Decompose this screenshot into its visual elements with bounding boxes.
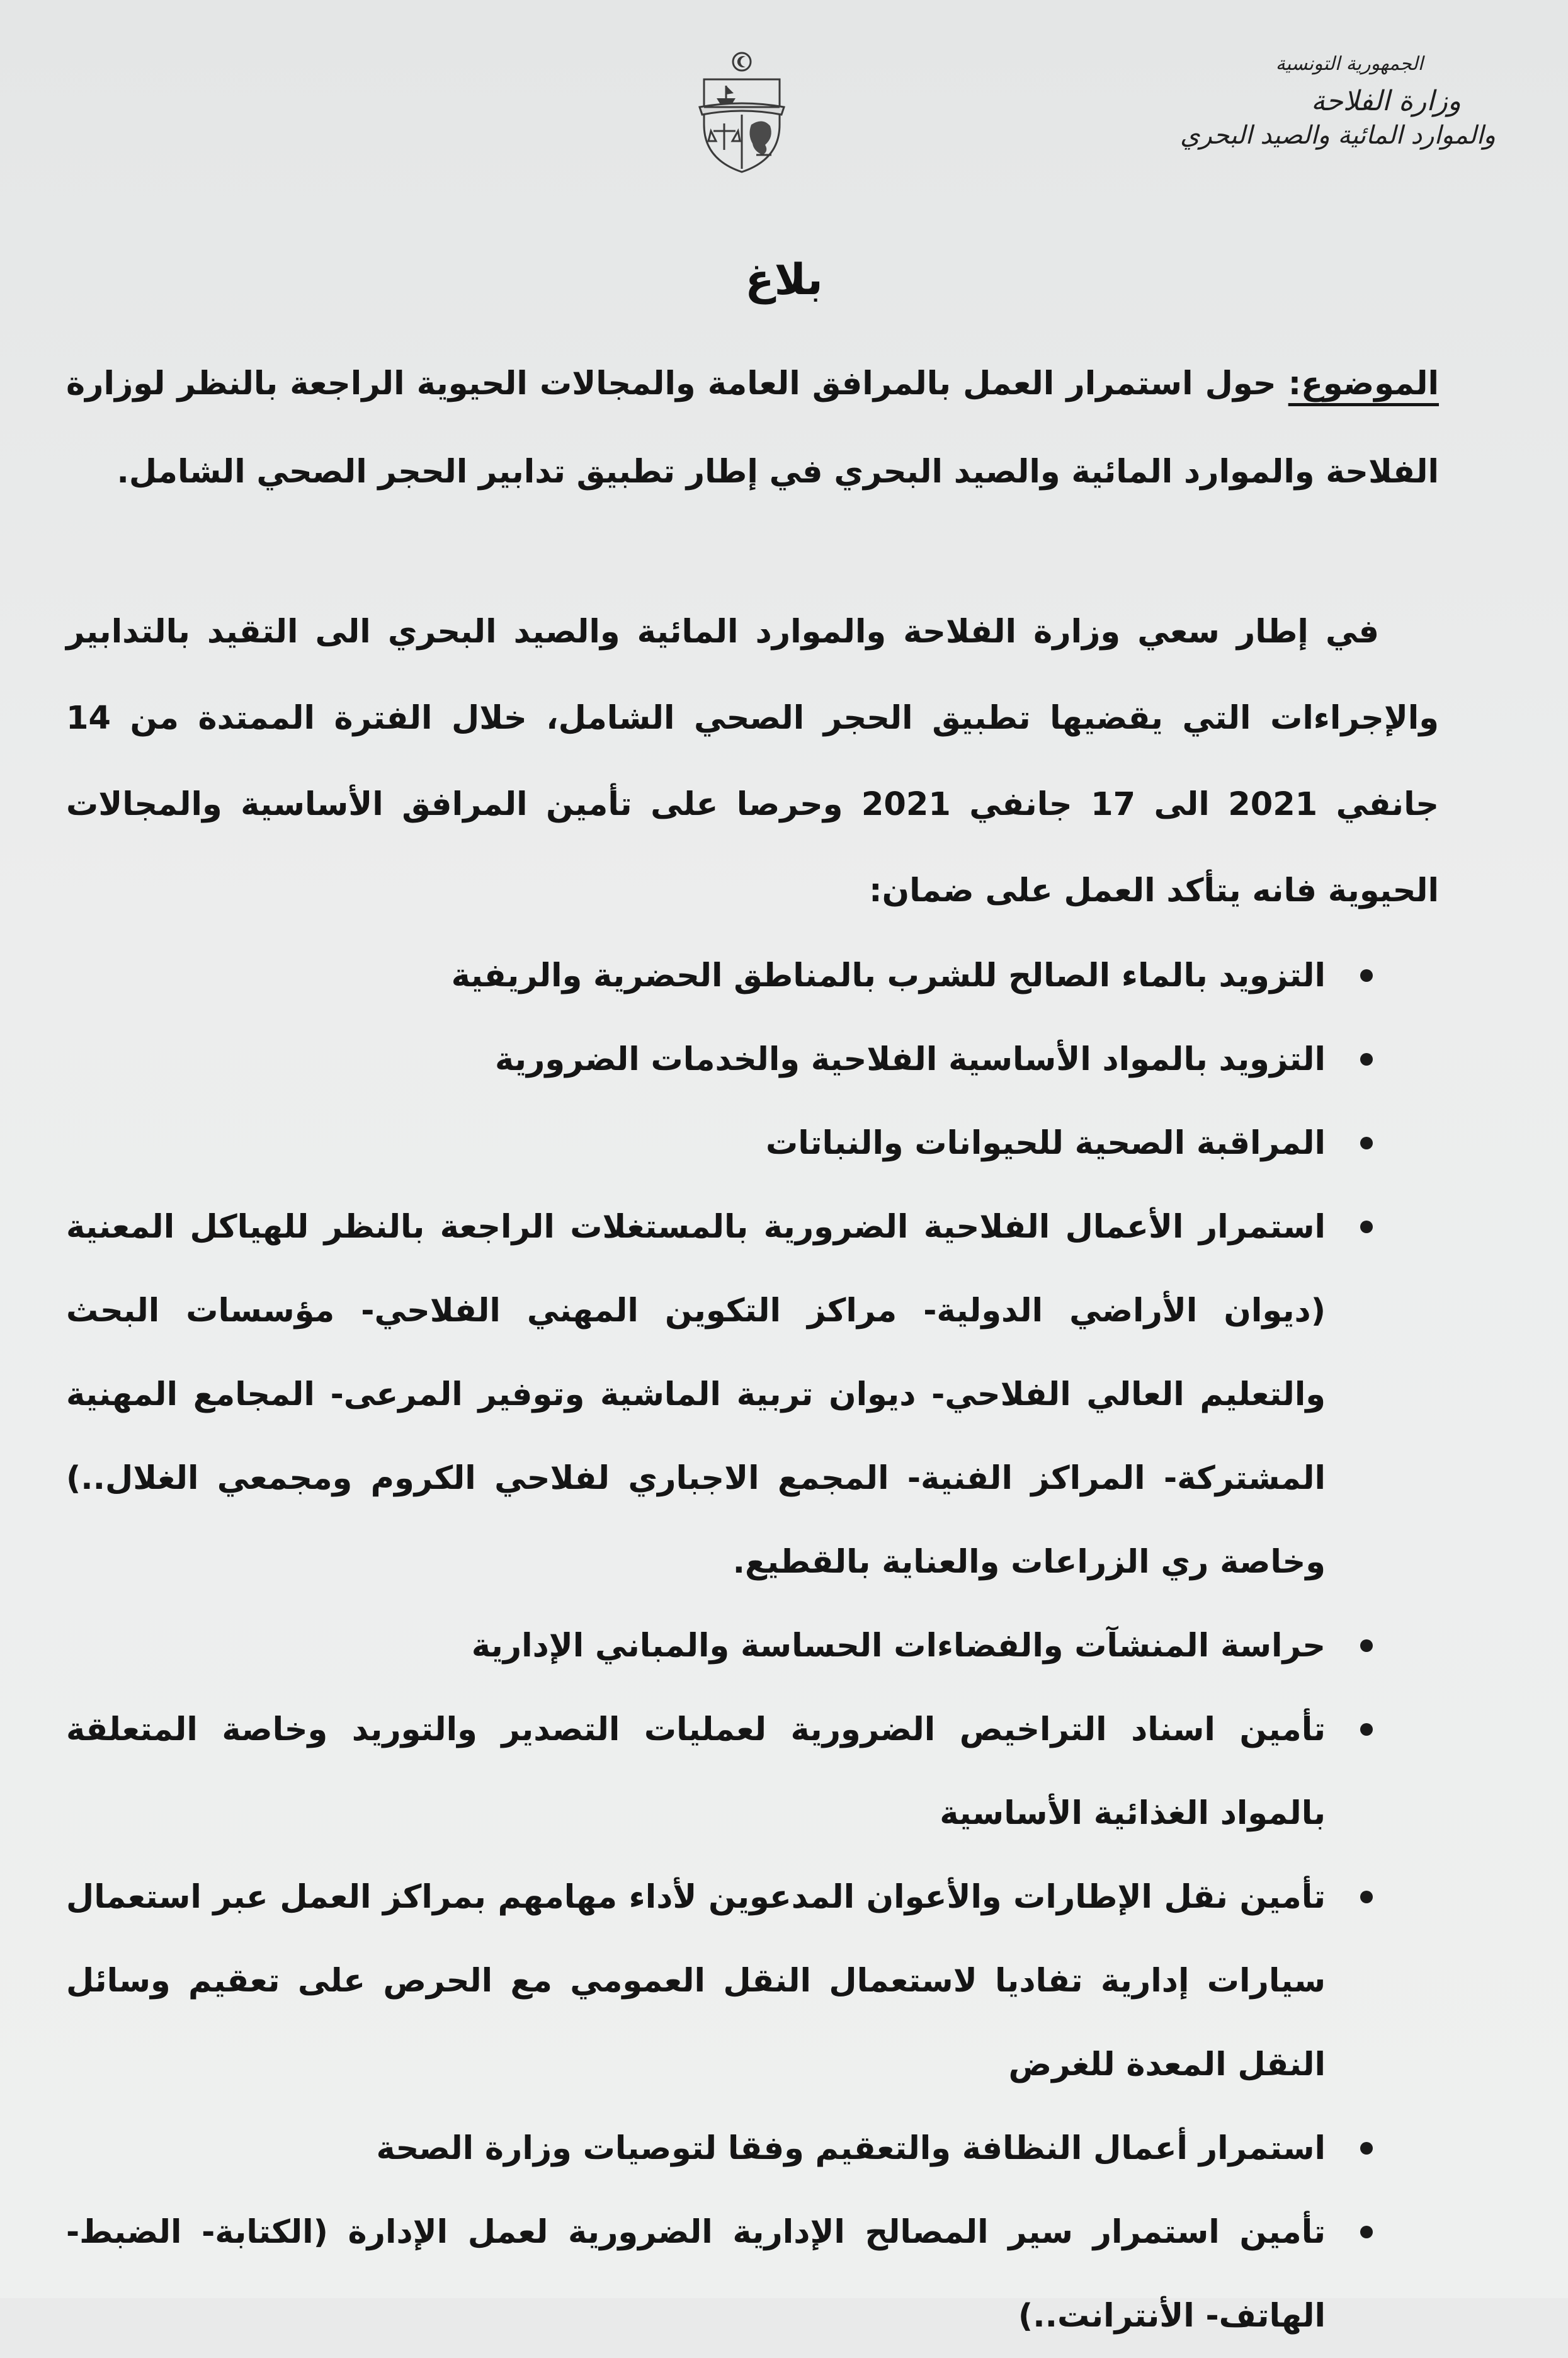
bullet-icon — [1360, 1723, 1373, 1736]
measures-list — [66, 934, 1439, 2358]
bullet-icon — [1360, 1639, 1373, 1652]
list-item: استمرار الأعمال الفلاحية الضرورية بالمستغلات الراجعة بالنظر للهياكل المعنية (ديوان الأراضي الدولية- مراكز التكوين المهني الفلاحي- مؤسسات البحث والتعليم العالي الفلاحي- ديوان تربية الماشية وتوفير المرعى- المجامع المهنية المشتركة- المراكز الفنية- المجمع الاجباري لفلاحي الكروم ومجمعي الغلال..) وخاصة ري الزراعات والعناية بالقطيع. — [66, 1185, 1326, 1604]
document-title: بلاغ — [745, 255, 823, 305]
list-item: استمرار أعمال النظافة والتعقيم وفقا لتوصيات وزارة الصحة — [66, 2107, 1326, 2190]
document-body — [66, 340, 1439, 2358]
header-republic: الجمهورية التونسية — [1275, 53, 1423, 75]
subject-paragraph — [66, 340, 1439, 516]
intro-paragraph: في إطار سعي وزارة الفلاحة والموارد المائية والصيد البحري الى التقيد بالتدابير والإجراءات التي يقضيها تطبيق الحجر الصحي الشامل، خلال الفترة الممتدة من 14 جانفي 2021 الى 17 جانفي 2021 وحرصا على تأمين المرافق الأساسية والمجالات الحيوية فانه يتأكد العمل على ضمان: — [66, 613, 1439, 909]
list-item: تأمين نقل الإطارات والأعوان المدعوين لأداء مهامهم بمراكز العمل عبر استعمال سيارات إدارية تفاديا لاستعمال النقل العمومي مع الحرص على تعقيم وسائل النقل المعدة للغرض — [66, 1855, 1326, 2107]
list-item: تأمين اسناد التراخيص الضرورية لعمليات التصدير والتوريد وخاصة المتعلقة بالمواد الغذائية الأساسية — [66, 1688, 1326, 1855]
bullet-icon — [1360, 2142, 1373, 2155]
bullet-icon — [1360, 1891, 1373, 1903]
list-item: حراسة المنشآت والفضاءات الحساسة والمباني الإدارية — [66, 1604, 1326, 1688]
subject-text: حول استمرار العمل بالمرافق العامة والمجالات الحيوية الراجعة بالنظر لوزارة الفلاحة والموارد المائية والصيد البحري في إطار تطبيق تدابير الحجر الصحي الشامل. — [66, 365, 1439, 491]
list-item: تأمين استمرار سير المصالح الإدارية الضرورية لعمل الإدارة (الكتابة- الضبط- الهاتف- الأنترانت..) — [66, 2190, 1326, 2358]
subject-label: الموضوع: — [1288, 365, 1439, 402]
bullet-icon — [1360, 1053, 1373, 1066]
header-ministry-sub: والموارد المائية والصيد البحري — [1180, 121, 1496, 151]
bullet-icon — [1360, 1137, 1373, 1149]
ministry-header — [1077, 53, 1496, 151]
bullet-icon — [1360, 1221, 1373, 1233]
bullet-icon — [1360, 2226, 1373, 2238]
list-item: المراقبة الصحية للحيوانات والنباتات — [66, 1102, 1326, 1185]
list-item: التزويد بالمواد الأساسية الفلاحية والخدمات الضرورية — [66, 1018, 1326, 1102]
header-ministry: وزارة الفلاحة — [1311, 84, 1461, 117]
bullet-icon — [1360, 969, 1373, 982]
list-item: التزويد بالماء الصالح للشرب بالمناطق الحضرية والريفية — [66, 934, 1326, 1018]
tunisia-coat-of-arms-icon — [688, 49, 795, 175]
